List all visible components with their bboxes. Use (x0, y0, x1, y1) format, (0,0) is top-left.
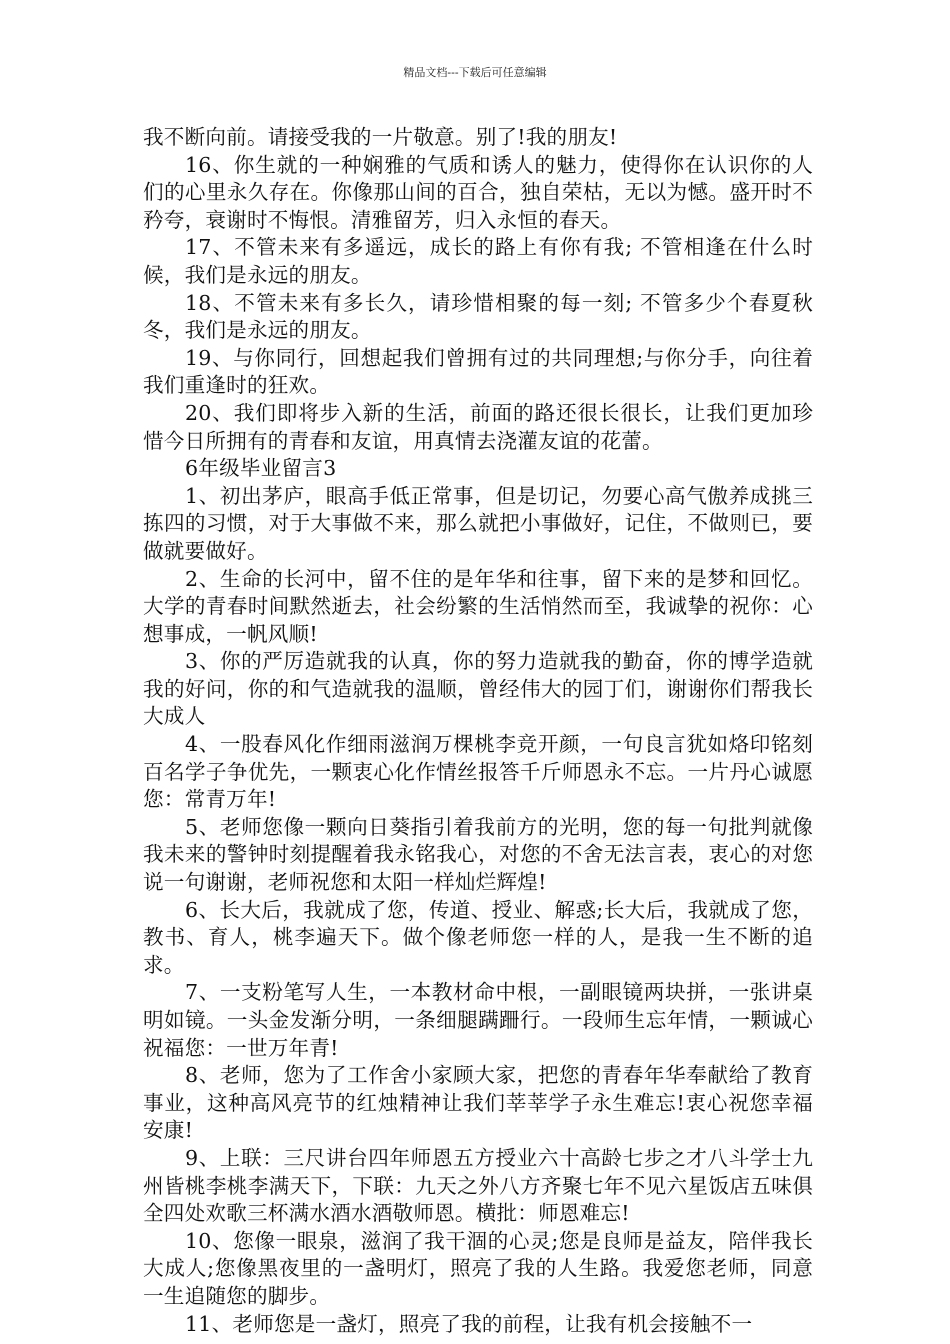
paragraph: 1、初出茅庐，眼高手低正常事，但是切记，勿要心高气傲养成挑三拣四的习惯，对于大事做不来，那么就把小事做好，记住，不做则已，要做就要做好。 (143, 483, 813, 563)
section-heading: 6年级毕业留言3 (185, 456, 337, 481)
paragraph: 20、我们即将步入新的生活，前面的路还很长很长，让我们更加珍惜今日所拥有的青春和友谊，用真情去浇灌友谊的花蕾。 (143, 400, 813, 453)
paragraph: 11、老师您是一盏灯，照亮了我的前程，让我有机会接触不一 (185, 1311, 753, 1336)
paragraph: 我不断向前。请接受我的一片敬意。别了!我的朋友! (143, 125, 618, 149)
document-body (143, 124, 813, 1338)
paragraph: 5、老师您像一颗向日葵指引着我前方的光明，您的每一句批判就像我未来的警钟时刻提醒着我永铭我心，对您的不舍无法言表，衷心的对您说一句谢谢，老师祝您和太阳一样灿烂辉煌! (143, 814, 813, 895)
paragraph: 2、生命的长河中，留不住的是年华和往事，留下来的是梦和回忆。大学的青春时间默然逝去，社会纷繁的生活悄然而至，我诚挚的祝你：心想事成，一帆风顺! (143, 566, 813, 646)
paragraph: 18、不管未来有多长久，请珍惜相聚的每一刻; 不管多少个春夏秋冬，我们是永远的朋友。 (143, 290, 813, 343)
paragraph: 6、长大后，我就成了您，传道、授业、解惑;长大后，我就成了您，教书、育人，桃李遍天下。做个像老师您一样的人，是我一生不断的追求。 (143, 897, 813, 977)
paragraph: 10、您像一眼泉，滋润了我干涸的心灵;您是良师是益友，陪伴我长大成人;您像黑夜里的一盏明灯，照亮了我的人生路。我爱您老师，同意一生追随您的脚步。 (143, 1228, 813, 1308)
paragraph: 9、上联：三尺讲台四年师恩五方授业六十高龄七步之才八斗学士九州皆桃李桃李满天下，下联：九天之外八方齐聚七年不见六星饭店五味俱全四处欢歌三杯满水酒水酒敬师恩。横批：师恩难忘! (143, 1145, 813, 1226)
page-header: 精品文档---下载后可任意编辑 (403, 66, 547, 79)
paragraph: 19、与你同行，回想起我们曾拥有过的共同理想;与你分手，向往着我们重逢时的狂欢。 (143, 345, 813, 398)
paragraph: 4、一股春风化作细雨滋润万棵桃李竞开颜，一句良言犹如烙印铭刻百名学子争优先，一颗衷心化作情丝报答千斤师恩永不忘。一片丹心诚愿您：常青万年! (143, 732, 813, 812)
paragraph: 7、一支粉笔写人生，一本教材命中根，一副眼镜两块拼，一张讲桌明如镜。一头金发渐分明，一条细腿蹒跚行。一段师生忘年情，一颗诚心祝福您：一世万年青! (143, 980, 813, 1060)
paragraph: 3、你的严厉造就我的认真，你的努力造就我的勤奋，你的博学造就我的好问，你的和气造就我的温顺，曾经伟大的园丁们，谢谢你们帮我长大成人 (143, 649, 813, 729)
paragraph: 8、老师，您为了工作舍小家顾大家，把您的青春年华奉献给了教育事业，这种高风亮节的红烛精神让我们莘莘学子永生难忘!衷心祝您幸福安康! (143, 1063, 813, 1143)
paragraph: 17、不管未来有多遥远，成长的路上有你有我; 不管相逢在什么时候，我们是永远的朋友。 (143, 235, 813, 287)
paragraph: 16、你生就的一种娴雅的气质和诱人的魅力，使得你在认识你的人们的心里永久存在。你像那山间的百合，独自荣枯，无以为憾。盛开时不矜夸，衰谢时不悔恨。清雅留芳，归入永恒的春天。 (143, 152, 813, 232)
